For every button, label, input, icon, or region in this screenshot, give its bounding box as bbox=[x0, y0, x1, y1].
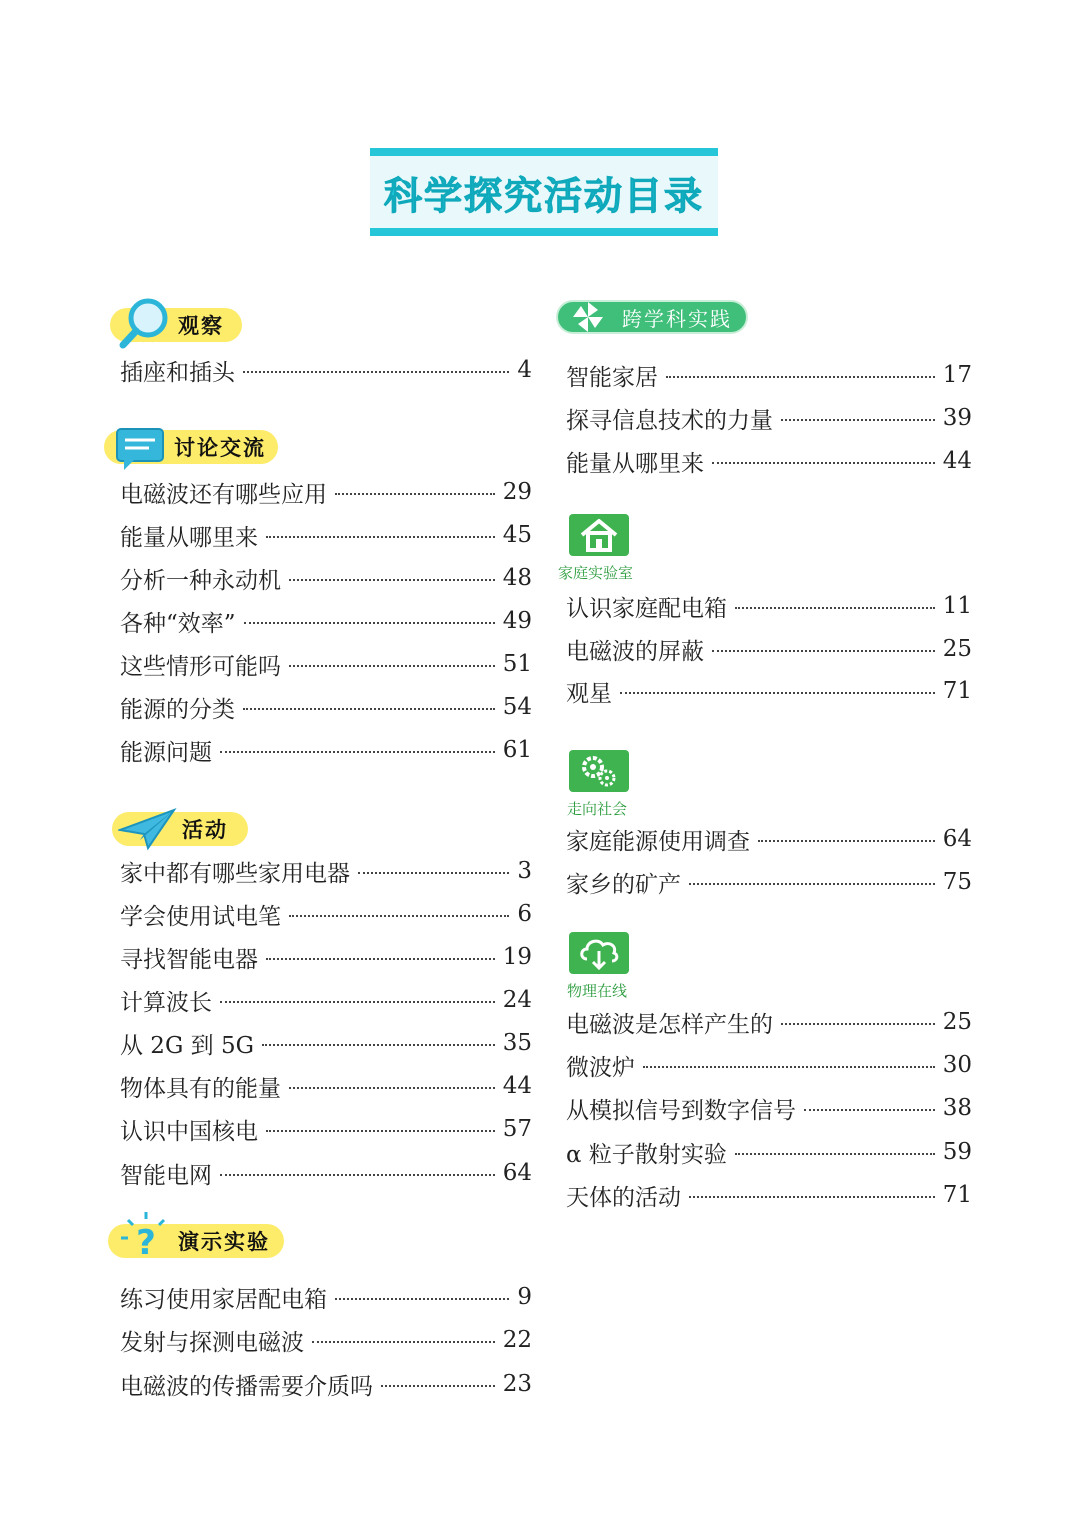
list-item[interactable]: 从模拟信号到数字信号 38 bbox=[566, 1095, 972, 1124]
list-item[interactable]: 电磁波是怎样产生的 25 bbox=[566, 1009, 972, 1038]
list-item[interactable]: 家中都有哪些家用电器 3 bbox=[120, 858, 532, 887]
list-item[interactable]: α 粒子散射实验 59 bbox=[566, 1139, 972, 1168]
section-label-society: 走向社会 bbox=[567, 800, 628, 818]
list-item[interactable]: 能量从哪里来 44 bbox=[566, 448, 972, 477]
gears-icon bbox=[569, 750, 629, 792]
section-label-observe: 观察 bbox=[178, 314, 224, 338]
list-item[interactable]: 智能家居 17 bbox=[566, 362, 972, 391]
chat-icon bbox=[114, 426, 168, 472]
list-item[interactable]: 电磁波还有哪些应用 29 bbox=[120, 479, 532, 508]
cloud-download-icon bbox=[569, 932, 629, 974]
list-item[interactable]: 各种“效率” 49 bbox=[120, 608, 532, 637]
list-item[interactable]: 分析一种永动机 48 bbox=[120, 565, 532, 594]
list-item[interactable]: 能源的分类 54 bbox=[120, 694, 532, 723]
house-icon bbox=[569, 514, 629, 556]
list-item[interactable]: 家乡的矿产 75 bbox=[566, 869, 972, 898]
page-title-banner bbox=[370, 148, 718, 236]
section-label-activity: 活动 bbox=[182, 818, 228, 842]
list-item[interactable]: 学会使用试电笔 6 bbox=[120, 901, 532, 930]
section-label-cross: 跨学科实践 bbox=[622, 306, 732, 331]
list-item[interactable]: 家庭能源使用调查 64 bbox=[566, 826, 972, 855]
section-label-online: 物理在线 bbox=[567, 982, 628, 1000]
list-item[interactable]: 寻找智能电器 19 bbox=[120, 944, 532, 973]
magnifier-icon bbox=[116, 296, 172, 352]
list-item[interactable]: 电磁波的屏蔽 25 bbox=[566, 636, 972, 665]
list-item[interactable]: 智能电网 64 bbox=[120, 1160, 532, 1189]
list-item[interactable]: 观星 71 bbox=[566, 678, 972, 707]
paper-plane-icon bbox=[118, 806, 178, 852]
lightbulb-question-icon bbox=[118, 1210, 174, 1266]
list-item[interactable]: 从 2G 到 5G 35 bbox=[120, 1030, 532, 1059]
list-item[interactable]: 认识中国核电 57 bbox=[120, 1116, 532, 1145]
section-label-discuss: 讨论交流 bbox=[174, 436, 266, 460]
page-title: 科学探究活动目录 bbox=[383, 173, 704, 218]
list-item[interactable]: 天体的活动 71 bbox=[566, 1182, 972, 1211]
list-item[interactable]: 物体具有的能量 44 bbox=[120, 1073, 532, 1102]
section-label-demo: 演示实验 bbox=[178, 1230, 270, 1254]
list-item[interactable]: 微波炉 30 bbox=[566, 1052, 972, 1081]
list-item[interactable]: 电磁波的传播需要介质吗 23 bbox=[120, 1371, 532, 1400]
svg-text:?: ? bbox=[136, 1223, 156, 1263]
list-item[interactable]: 计算波长 24 bbox=[120, 987, 532, 1016]
list-item[interactable]: 认识家庭配电箱 11 bbox=[566, 593, 972, 622]
list-item[interactable]: 插座和插头 4 bbox=[120, 357, 532, 386]
list-item[interactable]: 探寻信息技术的力量 39 bbox=[566, 405, 972, 434]
list-item[interactable]: 能源问题 61 bbox=[120, 737, 532, 766]
list-item[interactable]: 能量从哪里来 45 bbox=[120, 522, 532, 551]
list-item[interactable]: 发射与探测电磁波 22 bbox=[120, 1327, 532, 1356]
section-label-home: 家庭实验室 bbox=[558, 564, 634, 582]
pinwheel-icon bbox=[570, 300, 606, 334]
list-item[interactable]: 练习使用家居配电箱 9 bbox=[120, 1284, 532, 1313]
list-item[interactable]: 这些情形可能吗 51 bbox=[120, 651, 532, 680]
